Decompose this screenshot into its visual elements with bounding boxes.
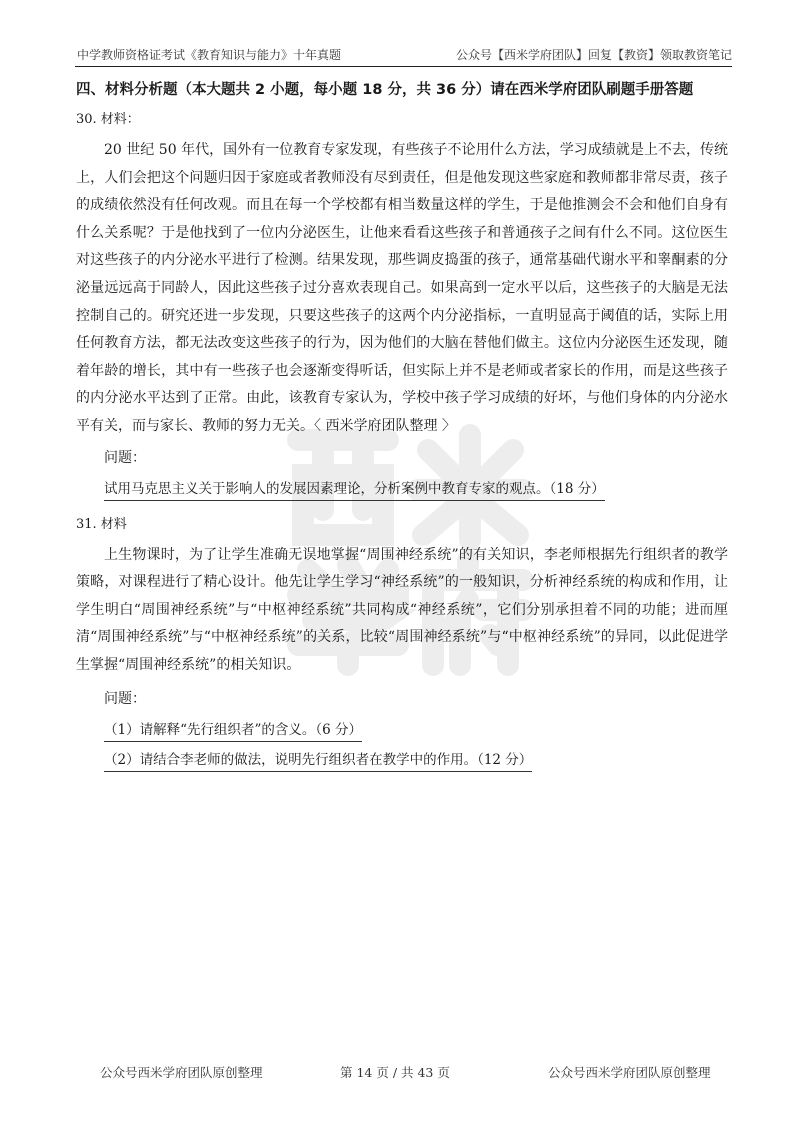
section-title: 四、材料分析题（本大题共 2 小题，每小题 18 分，共 36 分）请在西米学府团队刷题手册答题 — [76, 82, 694, 98]
footer-left: 公众号西米学府团队原创整理 — [100, 1065, 263, 1080]
question-31-material: 上生物课时，为了让学生准确无误地掌握“周围神经系统”的有关知识，李老师根据先行组织者的教学策略，对课程进行了精心设计。他先让学生学习“神经系统”的一般知识，分析神经系统的构成和作用，让学生明白“周围神经系统”与“中枢神经系统”共同构成“神经系统”，它们分别承担着不同的功能；进而厘清“周围神经系统”与“中枢神经系统”的关系，比较“周围神经系统”与“中枢神经系统”的异同，以此促进学生掌握“周围神经系统”的相关知识。 — [76, 546, 728, 673]
page-number: 第 14 页 / 共 43 页 — [340, 1065, 450, 1080]
question-31-prompt-1: （1）请解释“先行组织者”的含义。（6 分） — [104, 720, 362, 742]
question-31-prompt-2: （2）请结合李老师的做法，说明先行组织者在教学中的作用。（12 分） — [104, 750, 532, 772]
question-31-number: 31. 材料 — [76, 516, 127, 532]
header-left-title: 中学教师资格证考试《教育知识与能力》十年真题 — [77, 48, 342, 62]
question-30 — [76, 108, 728, 501]
question-30-number: 30. 材料： — [76, 112, 140, 127]
question-31 — [76, 513, 728, 772]
question-31-label: 问题： — [104, 690, 146, 707]
page-header — [75, 44, 732, 67]
header-right-note: 公众号【西米学府团队】回复【教资】领取教资笔记 — [455, 48, 732, 62]
question-30-label: 问题： — [104, 449, 146, 466]
footer-right: 公众号西米学府团队原创整理 — [548, 1065, 711, 1080]
question-30-material: 20 世纪 50 年代，国外有一位教育专家发现，有些孩子不论用什么方法，学习成绩就是上不去，传统上，人们会把这个问题归因于家庭或者教师没有尽到责任，但是他发现这些家庭和教师都非常尽责，孩子的成绩依然没有任何改观。而且在每一个学校都有相当数量这样的学生，于是他推测会不会和他们自身有什么关系呢？于是他找到了一位内分泌医生，让他来看看这些孩子和普通孩子之间有什么不同。这位医生对这些孩子的内分泌水平进行了检测。结果发现，那些调皮捣蛋的孩子，通常基础代谢水平和睾酮素的分泌量远远高于同龄人，因此这些孩子过分喜欢表现自己。如果高到一定水平以后，这些孩子的大脑是无法控制自己的。研究还进一步发现，只要这些孩子的这两个内分泌指标，一直明显高于阈值的话，实际上用任何教育方法，都无法改变这些孩子的行为，因为他们的大脑在替他们做主。这位内分泌医生还发现，随着年龄的增长，其中有一些孩子也会逐渐变得听话，但实际上并不是老师或者家长的作用，而是这些孩子的内分泌水平达到了正常。由此，该教育专家认为，学校中孩子学习成绩的好坏，与他们身体的内分泌水平有关，而与家长、教师的努力无关。〈 西米学府团队整理 〉 — [76, 142, 728, 434]
question-30-prompt: 试用马克思主义关于影响人的发展因素理论，分析案例中教育专家的观点。（18 分） — [104, 479, 605, 501]
page-content — [76, 78, 728, 772]
page-footer — [0, 1063, 800, 1083]
